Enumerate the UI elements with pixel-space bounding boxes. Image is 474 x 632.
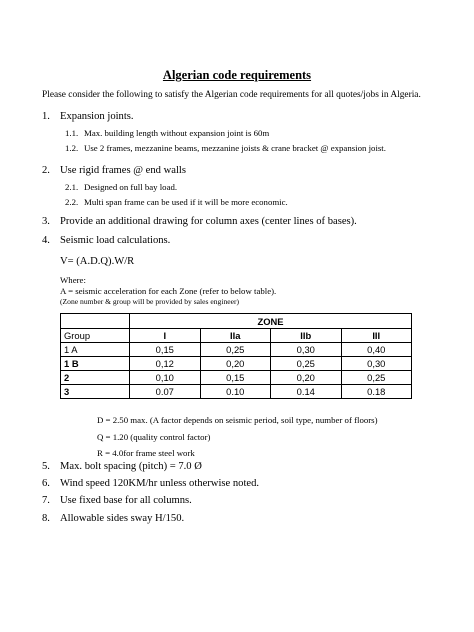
- value-cell: 0,20: [271, 371, 342, 385]
- table-row: [61, 371, 412, 385]
- item-2-1-number: 2.1.: [65, 182, 79, 192]
- value-cell: 0.18: [341, 385, 412, 399]
- section-4-label: Seismic load calculations.: [60, 235, 171, 246]
- column-header-iia: IIa: [200, 329, 271, 343]
- value-cell: 0,25: [271, 357, 342, 371]
- table-row: [61, 357, 412, 371]
- section-2-label: Use rigid frames @ end walls: [60, 165, 186, 176]
- value-cell: 0.07: [130, 385, 201, 399]
- group-header: Group: [61, 329, 130, 343]
- factor-d: D = 2.50 max. (A factor depends on seismic period, soil type, number of floors): [97, 415, 378, 425]
- section-7-label: Use fixed base for all columns.: [60, 495, 192, 506]
- zone-table: [60, 313, 412, 399]
- item-2-2-number: 2.2.: [65, 197, 79, 207]
- value-cell: 0,10: [130, 371, 201, 385]
- seismic-formula: V= (A.D.Q).W/R: [60, 256, 135, 267]
- column-header-iib: IIb: [271, 329, 342, 343]
- value-cell: 0,12: [130, 357, 201, 371]
- column-header-iii: III: [341, 329, 412, 343]
- section-6-number: 6.: [42, 478, 50, 489]
- section-8-number: 8.: [42, 513, 50, 524]
- group-header-spacer: [61, 314, 130, 329]
- where-label: Where:: [60, 275, 86, 285]
- zone-header: ZONE: [130, 314, 412, 329]
- section-5-number: 5.: [42, 461, 50, 472]
- value-cell: 0,25: [341, 371, 412, 385]
- acceleration-definition: A = seismic acceleration for each Zone (refer to below table).: [60, 286, 277, 296]
- factor-r: R = 4.0for frame steel work: [97, 448, 195, 458]
- section-1-label: Expansion joints.: [60, 111, 134, 122]
- section-6-label: Wind speed 120KM/hr unless otherwise noted.: [60, 478, 260, 489]
- group-cell: 3: [61, 385, 130, 399]
- column-header-row: [61, 329, 412, 343]
- section-4-number: 4.: [42, 235, 50, 246]
- page-title: Algerian code requirements: [162, 68, 312, 82]
- value-cell: 0,40: [341, 343, 412, 357]
- group-cell: 1 B: [61, 357, 130, 371]
- value-cell: 0.10: [200, 385, 271, 399]
- table-row: [61, 343, 412, 357]
- section-3-number: 3.: [42, 216, 50, 227]
- zone-header-row: [61, 314, 412, 329]
- item-1-2-number: 1.2.: [65, 143, 79, 153]
- value-cell: 0.14: [271, 385, 342, 399]
- value-cell: 0,15: [200, 371, 271, 385]
- section-3-label: Provide an additional drawing for column axes (center lines of bases).: [60, 216, 357, 227]
- item-1-1-text: Max. building length without expansion joint is 60m: [84, 128, 270, 138]
- section-7-number: 7.: [42, 495, 50, 506]
- section-8-label: Allowable sides sway H/150.: [60, 513, 185, 524]
- group-cell: 1 A: [61, 343, 130, 357]
- group-cell: 2: [61, 371, 130, 385]
- factor-q: Q = 1.20 (quality control factor): [97, 432, 211, 442]
- item-2-2-text: Multi span frame can be used if it will be more economic.: [84, 197, 288, 207]
- value-cell: 0,30: [271, 343, 342, 357]
- intro-text: Please consider the following to satisfy the Algerian code requirements for all quotes/jobs in Algeria.: [42, 90, 421, 100]
- item-2-1-text: Designed on full bay load.: [84, 182, 178, 192]
- item-1-2-text: Use 2 frames, mezzanine beams, mezzanine joists & crane bracket @ expansion joist.: [84, 143, 386, 153]
- value-cell: 0,20: [200, 357, 271, 371]
- value-cell: 0,25: [200, 343, 271, 357]
- section-2-number: 2.: [42, 165, 50, 176]
- column-header-i: I: [130, 329, 201, 343]
- zone-group-note: (Zone number & group will be provided by sales engineer): [60, 297, 240, 306]
- section-1-number: 1.: [42, 111, 50, 122]
- value-cell: 0,15: [130, 343, 201, 357]
- value-cell: 0,30: [341, 357, 412, 371]
- item-1-1-number: 1.1.: [65, 128, 79, 138]
- section-5-label: Max. bolt spacing (pitch) = 7.0 Ø: [60, 461, 202, 472]
- table-row: [61, 385, 412, 399]
